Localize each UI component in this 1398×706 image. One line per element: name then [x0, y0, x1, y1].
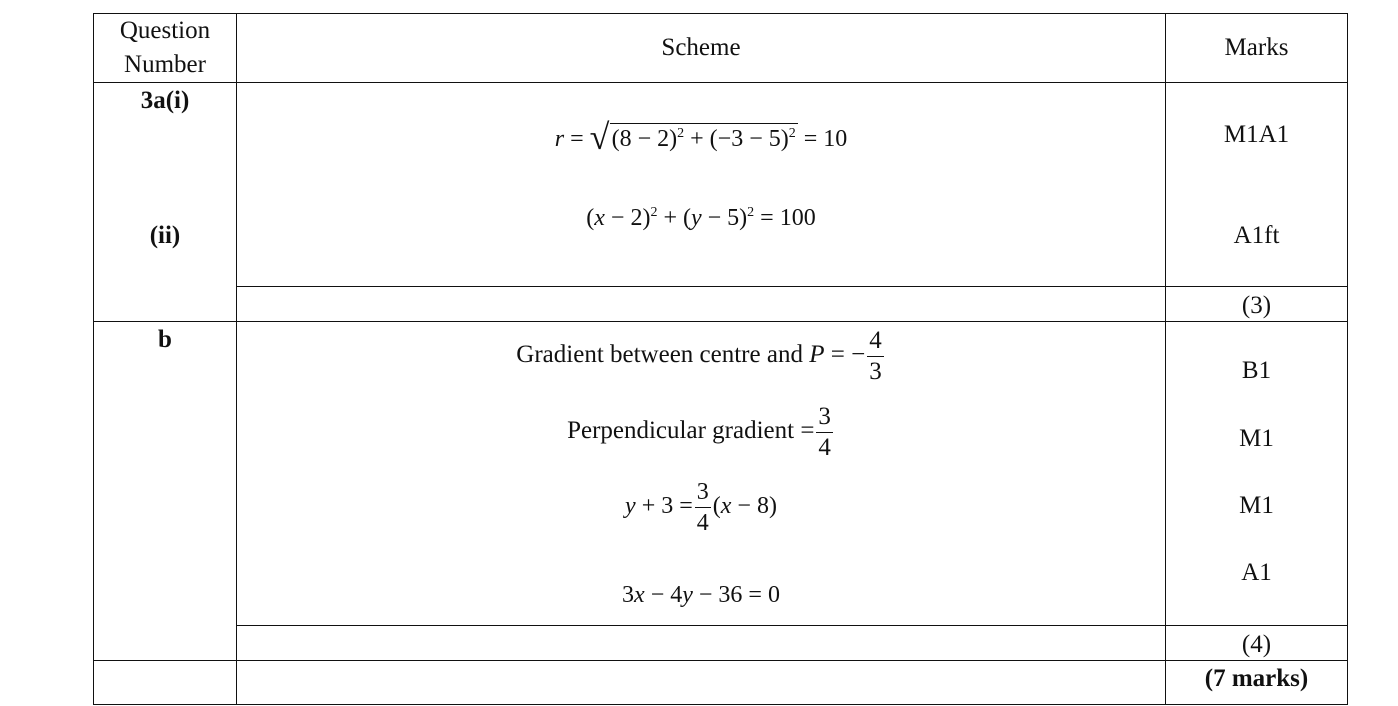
part-b-mark-1: B1: [1241, 357, 1272, 384]
part-b-line3-den: 4: [696, 510, 709, 536]
part-b-subtotal-scheme-cell: [237, 626, 1166, 661]
part-a-subtotal-row: [94, 287, 1348, 322]
header-scheme: Scheme: [237, 14, 1166, 83]
part-b-mark-4: A1: [1241, 559, 1272, 586]
part-b-subtotal: (4): [1241, 631, 1272, 658]
header-row: [94, 14, 1348, 83]
part-b-gradient-centre-p: Gradient between centre and P = − $\frac{4}{3}$: [516, 327, 882, 385]
part-b-question-cell: [94, 322, 237, 661]
part-a-label-ii: (ii): [149, 222, 181, 249]
total-scheme-cell: [237, 661, 1166, 705]
part-b-line3-num: 3: [695, 477, 711, 508]
part-b-line2-den: 4: [818, 434, 831, 461]
part-b-line1-num: 4: [867, 326, 884, 357]
part-a-row: [94, 83, 1348, 287]
part-a-label-i: 3a(i): [140, 87, 190, 114]
part-a-subtotal-scheme-cell: [237, 287, 1166, 322]
header-question-line2: Number: [124, 51, 206, 78]
mark-scheme-table: [93, 13, 1348, 705]
total-marks: (7 marks): [1204, 665, 1309, 692]
part-b-line2-num: 3: [816, 402, 833, 433]
part-a-circle-equation: $(x - 2)^2 + (y - 5)^2 = 100$: [586, 205, 816, 231]
part-a-question-cell: [94, 83, 237, 322]
part-b-line1-text: Gradient between centre and: [516, 341, 803, 369]
total-marks-cell: [1166, 661, 1348, 705]
part-b-marks-cell: [1166, 322, 1348, 626]
part-a-marks-cell: [1166, 83, 1348, 287]
part-b-final-equation: 3x − 4y − 36 = 0: [622, 582, 780, 608]
part-b-label: b: [158, 326, 172, 353]
part-a-mark-2: A1ft: [1233, 222, 1280, 249]
header-question-line1: Question: [119, 17, 211, 44]
part-a-mark-1: M1A1: [1223, 121, 1290, 148]
part-b-perpendicular-gradient: Perpendicular gradient = $\frac{3}{4}$: [567, 403, 831, 461]
part-b-row: [94, 322, 1348, 626]
part-b-mark-3: M1: [1239, 492, 1274, 519]
part-b-scheme-cell: [237, 322, 1166, 626]
part-a-scheme-cell: [237, 83, 1166, 287]
part-b-line1-den: 3: [869, 358, 882, 385]
part-a-subtotal: (3): [1241, 292, 1272, 319]
header-question-number: [94, 14, 237, 83]
header-marks: Marks: [1166, 14, 1348, 83]
total-question-cell: [94, 661, 237, 705]
part-b-subtotal-row: [94, 626, 1348, 661]
total-row: [94, 661, 1348, 705]
part-b-mark-2: M1: [1239, 425, 1274, 452]
part-a-subtotal-cell: [1166, 287, 1348, 322]
part-b-subtotal-cell: [1166, 626, 1348, 661]
part-b-line1-var: P: [809, 341, 825, 369]
part-a-radius-working: r = √ $(8 - 2)^2 + (-3 - 5)^2 = 10$: [554, 117, 848, 157]
part-b-line2-text: Perpendicular gradient: [567, 417, 795, 445]
part-b-line-equation: y + 3 = $\frac{3}{4}$ (x − 8): [625, 479, 777, 536]
